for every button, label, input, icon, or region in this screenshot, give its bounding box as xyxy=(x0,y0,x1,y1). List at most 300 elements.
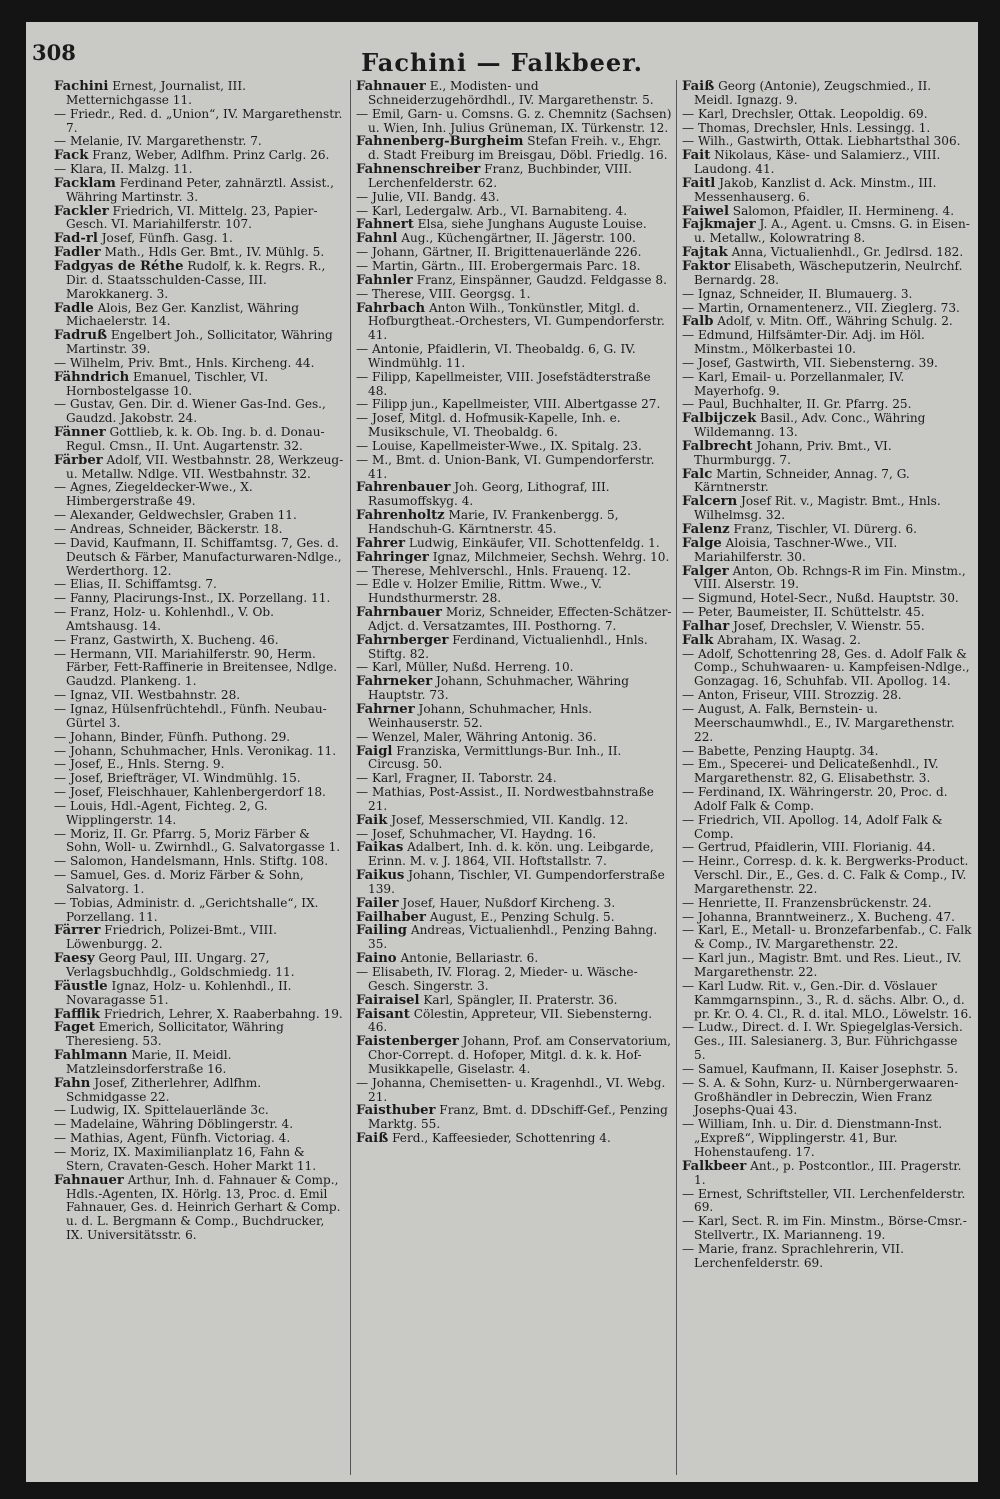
directory-entry xyxy=(54,149,344,163)
directory-entry xyxy=(682,648,972,690)
entry-details: Rudolf, k. k. Regrs. R., Dir. d. Staatsschulden-Casse, III. Marokkanerg. 3. xyxy=(66,258,326,301)
directory-entry xyxy=(682,924,972,952)
directory-entry xyxy=(356,191,672,205)
entry-details: — Elisabeth, IV. Florag. 2, Mieder- u. Wäsche-Gesch. Singerstr. 3. xyxy=(356,965,638,993)
entry-details: Salomon, Pfaidler, II. Hermineng. 4. xyxy=(728,203,955,218)
directory-entry xyxy=(356,246,672,260)
directory-entry xyxy=(54,426,344,454)
directory-entry xyxy=(682,495,972,523)
entry-surname: Failhaber xyxy=(356,909,426,925)
directory-entry xyxy=(54,828,344,856)
entry-details: Aug., Küchengärtner, II. Jägerstr. 100. xyxy=(397,231,636,246)
entry-details: — Karl, E., Metall- u. Bronzefarbenfab., C. Falk & Comp., IV. Margarethenstr. 22. xyxy=(682,923,972,952)
directory-entry xyxy=(682,592,972,606)
entry-surname: Fackler xyxy=(54,203,109,219)
entry-surname: Failing xyxy=(356,923,408,939)
entry-details: — Ignaz, VII. Westbahnstr. 28. xyxy=(54,688,241,703)
entry-details: — Edle v. Holzer Emilie, Rittm. Wwe., V. Hundsthurmerstr. 28. xyxy=(356,577,602,606)
directory-entry xyxy=(682,412,972,440)
entry-details: Antonie, Bellariastr. 6. xyxy=(396,951,539,966)
directory-entry xyxy=(682,80,972,108)
entry-surname: Fahlmann xyxy=(54,1048,128,1064)
entry-details: — Adolf, Schottenring 28, Ges. d. Adolf Falk & Comp., Schuhwaaren- u. Kampfeisen-Ndlge., Gonzagag. 16, Schuhfab. VII. Apollog. 14. xyxy=(682,646,970,689)
directory-entry xyxy=(356,440,672,454)
entry-details: Cölestin, Appreteur, VII. Siebensterng. 46. xyxy=(368,1006,653,1035)
entry-details: — August, A. Falk, Bernstein- u. Meerschaumwhdl., E., IV. Margarethenstr. 22. xyxy=(682,701,955,744)
entry-details: — Sigmund, Hotel-Secr., Nußd. Hauptstr. 30. xyxy=(682,591,959,606)
entry-details: — Alexander, Geldwechsler, Graben 11. xyxy=(54,508,297,523)
entry-surname: Faisthuber xyxy=(356,1103,436,1119)
directory-entry xyxy=(356,565,672,579)
entry-surname: Fadle xyxy=(54,300,94,316)
entry-details: Karl, Spängler, II. Praterstr. 36. xyxy=(419,992,618,1007)
directory-entry xyxy=(54,1008,344,1022)
entry-details: Friedrich, Polizei-Bmt., VIII. Löwenburgg. 2. xyxy=(66,923,277,952)
entry-surname: Fait xyxy=(682,148,711,164)
directory-entry xyxy=(682,980,972,1022)
directory-entry xyxy=(682,620,972,634)
entry-details: Adolf, VII. Westbahnstr. 28, Werkzeug- u. Metallw. Ndlge. VII. Westbahnstr. 32. xyxy=(66,452,344,481)
entry-details: — M., Bmt. d. Union-Bank, VI. Gumpendorferstr. 41. xyxy=(356,452,655,481)
entry-details: — Ernest, Schriftsteller, VII. Lerchenfelderstr. 69. xyxy=(682,1186,966,1215)
directory-entry xyxy=(356,869,672,897)
entry-surname: Fänner xyxy=(54,425,106,441)
entry-details: Johann, Schuhmacher, Währing Hauptstr. 73. xyxy=(368,674,629,703)
entry-surname: Falcern xyxy=(682,494,738,510)
entry-details: — Julie, VII. Bandg. 43. xyxy=(356,189,500,204)
entry-details: Josef, Hauer, Nußdorf Kircheng. 3. xyxy=(398,895,616,910)
directory-entry xyxy=(356,661,672,675)
directory-entry xyxy=(54,703,344,731)
directory-entry xyxy=(356,274,672,288)
directory-entry xyxy=(356,260,672,274)
directory-entry xyxy=(54,800,344,828)
entry-details: J. A., Agent. u. Cmsns. G. in Eisen- u. Metallw., Kolowratring 8. xyxy=(694,217,970,246)
directory-entry xyxy=(54,302,344,330)
entry-surname: Falge xyxy=(682,535,722,551)
entry-details: Ferd., Kaffeesieder, Schottenring 4. xyxy=(388,1131,611,1146)
directory-entry xyxy=(54,745,344,759)
entry-details: — Paul, Buchhalter, II. Gr. Pfarrg. 25. xyxy=(682,397,912,412)
column-divider xyxy=(350,80,351,1475)
directory-entry xyxy=(682,758,972,786)
directory-entry xyxy=(682,371,972,399)
entry-surname: Fahnl xyxy=(356,231,398,247)
entry-details: — Filipp, Kapellmeister, VIII. Josefstädterstraße 48. xyxy=(356,369,651,398)
entry-details: — Moriz, II. Gr. Pfarrg. 5, Moriz Färber & Sohn, Woll- u. Zwirnhdl., G. Salvatorgasse 1. xyxy=(54,826,341,855)
directory-entry xyxy=(356,537,672,551)
directory-entry xyxy=(54,246,344,260)
entry-surname: Fahnert xyxy=(356,217,414,233)
entry-details: — Karl, Ledergalw. Arb., VI. Barnabiteng. 4. xyxy=(356,203,628,218)
entry-details: Martin, Schneider, Annag. 7, G. Kärntnerstr. xyxy=(694,466,910,495)
entry-details: — Karl jun., Magistr. Bmt. und Res. Lieut., IV. Margarethenstr. 22. xyxy=(682,951,962,979)
entry-details: — Edmund, Hilfsämter-Dir. Adj. im Höl. Minstm., Mölkerbastei 10. xyxy=(682,328,925,357)
directory-entry xyxy=(356,1104,672,1132)
directory-entry xyxy=(356,786,672,814)
entry-details: Josef, Zitherlehrer, Adlfhm. Schmidgasse 22. xyxy=(66,1075,262,1104)
entry-details: Emanuel, Tischler, VI. Hornbostelgasse 10. xyxy=(66,369,269,398)
entry-details: — Franz, Gastwirth, X. Bucheng. 46. xyxy=(54,632,279,647)
entry-details: Friedrich, VI. Mittelg. 23, Papier-Gesch. VI. Mariahilferstr. 107. xyxy=(66,203,318,232)
entry-details: — Klara, II. Malzg. 11. xyxy=(54,162,193,177)
entry-details: — Josef, Schuhmacher, VI. Haydng. 16. xyxy=(356,826,597,841)
entry-details: Joh. Georg, Lithograf, III. Rasumoffskyg. 4. xyxy=(368,480,610,509)
directory-entry xyxy=(356,897,672,911)
entry-details: — Therese, Mehlverschl., Hnls. Frauenq. 12. xyxy=(356,563,631,578)
entry-details: — Em., Specerei- und Delicateßenhdl., IV. Margarethenstr. 82, G. Elisabethstr. 3. xyxy=(682,757,939,786)
entry-details: Aloisia, Taschner-Wwe., VII. Mariahilferstr. 30. xyxy=(694,535,898,564)
entry-details: Basil., Adv. Conc., Währing Wildemanng. 13. xyxy=(694,411,926,440)
entry-details: — Martin, Gärtn., III. Erobergermais Parc. 18. xyxy=(356,258,641,273)
entry-details: — Ludw., Direct. d. I. Wr. Spiegelglas-Versich. Ges., III. Salesianerg. 3, Bur. Führichgasse 5. xyxy=(682,1020,963,1063)
directory-entry xyxy=(682,745,972,759)
entry-details: — Ignaz, Hülsenfrüchtehdl., Fünfh. Neubau-Gürtel 3. xyxy=(54,701,327,730)
directory-entry xyxy=(356,731,672,745)
directory-entry xyxy=(682,329,972,357)
entry-details: Engelbert Joh., Sollicitator, Währing Martinstr. 39. xyxy=(66,328,333,357)
directory-entry xyxy=(682,108,972,122)
directory-entry xyxy=(54,772,344,786)
entry-details: — Heinr., Corresp. d. k. k. Bergwerks-Product. Verschl. Dir., E., Ges. d. C. Falk & Comp., IV. Margarethenstr. 22. xyxy=(682,854,969,896)
directory-entry xyxy=(356,509,672,537)
entry-details: Johann, Schuhmacher, Hnls. Weinhauserstr. 52. xyxy=(368,701,593,730)
entry-details: — Peter, Baumeister, II. Schüttelstr. 45. xyxy=(682,605,925,620)
directory-entry xyxy=(54,398,344,426)
entry-surname: Fahnler xyxy=(356,272,413,288)
directory-entry xyxy=(54,786,344,800)
directory-entry xyxy=(356,80,672,108)
directory-entry xyxy=(54,1021,344,1049)
directory-entry xyxy=(682,440,972,468)
entry-details: — Moriz, IX. Maximilianplatz 16, Fahn & Stern, Cravaten-Gesch. Hoher Markt 11. xyxy=(54,1144,317,1173)
directory-entry xyxy=(682,897,972,911)
entry-surname: Falk xyxy=(682,632,714,648)
entry-details: — Josef, Mitgl. d. Hofmusik-Kapelle, Inh. e. Musikschule, VI. Theobaldg. 6. xyxy=(356,411,621,440)
entry-surname: Faiwel xyxy=(682,203,729,219)
directory-entry xyxy=(54,897,344,925)
entry-details: Marie, II. Meidl. Matzleinsdorferstraße 16. xyxy=(66,1048,232,1076)
column-1 xyxy=(54,80,344,1480)
entry-surname: Fadruß xyxy=(54,328,107,344)
entry-details: — Ferdinand, IX. Währingerstr. 20, Proc. d. Adolf Falk & Comp. xyxy=(682,785,948,813)
entry-details: Adalbert, Inh. d. k. kön. ung. Leibgarde, Erinn. M. v. J. 1864, VII. Hoftstallstr. 7. xyxy=(368,840,654,869)
directory-entry xyxy=(356,745,672,773)
directory-entry xyxy=(356,1077,672,1105)
entry-details: — Johanna, Branntweinerz., X. Bucheng. 47. xyxy=(682,909,956,924)
entry-surname: Falbrecht xyxy=(682,438,753,454)
entry-details: Ignaz, Milchmeier, Sechsh. Wehrg. 10. xyxy=(428,549,670,564)
page-number: 308 xyxy=(32,40,76,65)
entry-details: — Andreas, Schneider, Bäckerstr. 18. xyxy=(54,522,283,536)
directory-entry xyxy=(682,855,972,897)
directory-entry xyxy=(356,343,672,371)
entry-details: Ferdinand, Victualienhdl., Hnls. Stiftg. 82. xyxy=(368,632,648,661)
entry-details: — Wilh., Gastwirth, Ottak. Liebhartsthal 306. xyxy=(682,134,961,149)
directory-entry xyxy=(54,924,344,952)
directory-entry xyxy=(54,509,344,523)
entry-details: — Gustav, Gen. Dir. d. Wiener Gas-Ind. Ges., Gaudzd. Jakobstr. 24. xyxy=(54,397,326,426)
directory-entry xyxy=(54,135,344,149)
entry-surname: Facklam xyxy=(54,175,116,191)
entry-surname: Falhar xyxy=(682,618,730,634)
entry-details: Franz, Bmt. d. DDschiff-Gef., Penzing Marktg. 55. xyxy=(368,1103,668,1132)
directory-entry xyxy=(682,1188,972,1216)
entry-details: — Ludwig, IX. Spittelauerlände 3c. xyxy=(54,1103,269,1118)
entry-surname: Falenz xyxy=(682,522,730,537)
entry-details: Anton Wilh., Tonkünstler, Mitgl. d. Hofburgtheat.-Orchesters, VI. Gumpendorferstr. 41. xyxy=(368,300,665,343)
entry-details: Elsa, siehe Junghans Auguste Louise. xyxy=(413,217,647,232)
directory-entry xyxy=(682,1243,972,1271)
directory-entry xyxy=(356,108,672,136)
directory-entry xyxy=(682,177,972,205)
entry-details: Ernest, Journalist, III. Metternichgasse 11. xyxy=(66,80,246,107)
entry-details: Georg (Antonie), Zeugschmied., II. Meidl. Ignazg. 9. xyxy=(694,80,932,107)
entry-surname: Fahn xyxy=(54,1075,91,1091)
entry-details: Franz, Weber, Adlfhm. Prinz Carlg. 26. xyxy=(88,148,330,163)
directory-entry xyxy=(54,855,344,869)
directory-entry xyxy=(682,1215,972,1243)
directory-entry xyxy=(682,1077,972,1119)
directory-entry xyxy=(682,260,972,288)
directory-entry xyxy=(54,454,344,482)
entry-details: Elisabeth, Wäscheputzerin, Neulrchf. Bernardg. 28. xyxy=(694,258,963,287)
entry-surname: Fairaisel xyxy=(356,992,420,1008)
column-divider xyxy=(676,80,677,1475)
entry-details: Josef, Fünfh. Gasg. 1. xyxy=(97,231,233,246)
entry-details: — Mathias, Agent, Fünfh. Victoriag. 4. xyxy=(54,1131,291,1146)
directory-entry xyxy=(54,758,344,772)
entry-details: Stefan Freih. v., Ehgr. d. Stadt Freiburg im Breisgau, Döbl. Friedlg. 16. xyxy=(368,134,668,163)
directory-entry xyxy=(356,1132,672,1146)
entry-surname: Fadler xyxy=(54,245,101,261)
directory-entry xyxy=(54,1118,344,1132)
entry-details: Anton, Ob. Rchngs-R im Fin. Minstm., VIII. Alserstr. 19. xyxy=(694,563,966,592)
directory-entry xyxy=(54,232,344,246)
directory-entry xyxy=(54,357,344,371)
directory-entry xyxy=(356,911,672,925)
entry-surname: Fahnauer xyxy=(54,1172,124,1188)
directory-entry xyxy=(356,205,672,219)
entry-surname: Fahrer xyxy=(356,535,406,551)
entry-details: — David, Kaufmann, II. Schiffamtsg. 7, Ges. d. Deutsch & Färber, Manufacturwaren-Ndlge., Werderthorg. 12. xyxy=(54,535,342,578)
directory-entry xyxy=(356,924,672,952)
directory-entry xyxy=(356,412,672,440)
directory-entry xyxy=(356,952,672,966)
directory-entry xyxy=(682,302,972,316)
directory-entry xyxy=(682,703,972,745)
entry-details: Josef Rit. v., Magistr. Bmt., Hnls. Wilhelmsg. 32. xyxy=(694,494,941,523)
entry-details: August, E., Penzing Schulg. 5. xyxy=(425,909,615,924)
entry-surname: Fahrbach xyxy=(356,300,426,316)
directory-entry xyxy=(682,122,972,136)
entry-details: — Agnes, Ziegeldecker-Wwe., X. Himbergerstraße 49. xyxy=(54,480,253,509)
entry-details: E., Modisten- und Schneiderzugehördhdl., IV. Margarethenstr. 5. xyxy=(368,80,654,107)
entry-details: — Karl, Fragner, II. Taborstr. 24. xyxy=(356,771,557,786)
entry-details: — Thomas, Drechsler, Hnls. Lessingg. 1. xyxy=(682,120,931,135)
entry-surname: Fahrenbauer xyxy=(356,480,451,496)
directory-entry xyxy=(54,205,344,233)
directory-entry xyxy=(682,1021,972,1063)
entry-surname: Fajtak xyxy=(682,245,728,261)
directory-entry xyxy=(682,357,972,371)
directory-entry xyxy=(682,1160,972,1188)
directory-entry xyxy=(54,1174,344,1243)
directory-entry xyxy=(54,481,344,509)
entry-surname: Fahrnberger xyxy=(356,632,449,648)
entry-details: Ferdinand Peter, zahnärztl. Assist., Währing Martinstr. 3. xyxy=(66,175,334,204)
directory-entry xyxy=(682,814,972,842)
directory-entry xyxy=(356,828,672,842)
directory-entry xyxy=(54,1049,344,1077)
entry-details: — Melanie, IV. Margarethenstr. 7. xyxy=(54,134,262,149)
entry-details: Johann, Tischler, VI. Gumpendorferstraße 139. xyxy=(368,868,665,896)
entry-details: — Johann, Gärtner, II. Brigittenauerlände 226. xyxy=(356,245,642,260)
directory-entry xyxy=(54,108,344,136)
directory-entry xyxy=(356,675,672,703)
directory-entry xyxy=(682,218,972,246)
entry-details: Emerich, Sollicitator, Währing Theresieng. 53. xyxy=(66,1020,284,1049)
entry-details: — Josef, Gastwirth, VII. Siebensterng. 39. xyxy=(682,355,938,370)
directory-entry xyxy=(356,814,672,828)
entry-surname: Faktor xyxy=(682,258,731,274)
entry-surname: Färber xyxy=(54,452,103,468)
entry-details: Abraham, IX. Wasag. 2. xyxy=(713,632,861,647)
entry-details: Ant., p. Postcontlor., III. Pragerstr. 1. xyxy=(694,1158,962,1187)
entry-surname: Fafflik xyxy=(54,1006,101,1022)
directory-entry xyxy=(54,1132,344,1146)
directory-entry xyxy=(682,246,972,260)
directory-entry xyxy=(54,260,344,302)
directory-entry xyxy=(54,163,344,177)
directory-entry xyxy=(356,772,672,786)
entry-details: — Mathias, Post-Assist., II. Nordwestbahnstraße 21. xyxy=(356,785,654,813)
directory-entry xyxy=(682,911,972,925)
entry-details: Franz, Buchbinder, VIII. Lerchenfelderstr. 62. xyxy=(368,162,632,190)
entry-details: — Karl, Drechsler, Ottak. Leopoldig. 69. xyxy=(682,106,928,121)
directory-entry xyxy=(682,468,972,496)
entry-details: Andreas, Victualienhdl., Penzing Bahng. 35. xyxy=(368,923,658,952)
entry-details: Anna, Victualienhdl., Gr. Jedlrsd. 182. xyxy=(727,245,964,260)
entry-details: — Gertrud, Pfaidlerin, VIII. Florianig. 44. xyxy=(682,840,936,855)
entry-details: Gottlieb, k. k. Ob. Ing. b. d. Donau-Regul. Cmsn., II. Unt. Augartenstr. 32. xyxy=(66,425,325,453)
entry-details: — Fanny, Placirungs-Inst., IX. Porzellang. 11. xyxy=(54,591,331,606)
entry-details: Nikolaus, Käse- und Salamierz., VIII. Laudong. 41. xyxy=(694,148,941,177)
directory-entry xyxy=(356,481,672,509)
directory-entry xyxy=(54,606,344,634)
directory-entry xyxy=(54,1077,344,1105)
directory-entry xyxy=(356,288,672,302)
directory-entry xyxy=(54,177,344,205)
entry-details: Johann, Prof. am Conservatorium, Chor-Corrept. d. Hofoper, Mitgl. d. k. k. Hof-Musikkapelle, Giselastr. 4. xyxy=(368,1034,671,1076)
entry-details: Ignaz, Holz- u. Kohlenhdl., II. Novaragasse 51. xyxy=(66,978,292,1007)
entry-details: Franziska, Vermittlungs-Bur. Inh., II. Circusg. 50. xyxy=(368,743,622,772)
directory-entry xyxy=(54,731,344,745)
entry-surname: Faiß xyxy=(682,80,715,94)
directory-entry xyxy=(682,205,972,219)
entry-surname: Faistenberger xyxy=(356,1034,459,1050)
entry-details: — Friedr., Red. d. „Union“, IV. Margarethenstr. 7. xyxy=(54,106,343,135)
entry-surname: Faino xyxy=(356,951,397,967)
entry-details: — Samuel, Kaufmann, II. Kaiser Josephstr. 5. xyxy=(682,1061,958,1076)
entry-surname: Fahnenschreiber xyxy=(356,162,481,178)
directory-entry xyxy=(356,841,672,869)
entry-surname: Fadgyas de Réthe xyxy=(54,258,184,274)
entry-surname: Faik xyxy=(356,812,388,828)
directory-entry xyxy=(682,1118,972,1160)
directory-entry xyxy=(54,648,344,690)
directory-entry xyxy=(54,537,344,579)
directory-entry xyxy=(356,454,672,482)
entry-details: — Karl Ludw. Rit. v., Gen.-Dir. d. Vöslauer Kammgarnspinn., 3., R. d. sächs. Albr. O., d. pr. Kr. O. 4. Cl., R. d. ital. MLO., Löwelstr. 16. xyxy=(682,978,972,1021)
directory-entry xyxy=(682,606,972,620)
entry-details: Friedrich, Lehrer, X. Raaberbahng. 19. xyxy=(100,1006,343,1021)
entry-surname: Falbijczek xyxy=(682,411,757,427)
entry-surname: Fäustle xyxy=(54,978,108,994)
entry-surname: Faigl xyxy=(356,743,393,759)
entry-details: — Elias, II. Schiffamtsg. 7. xyxy=(54,577,217,592)
entry-details: — Emil, Garn- u. Comsns. G. z. Chemnitz (Sachsen) u. Wien, Inh. Julius Grüneman, IX. Türkenstr. 12. xyxy=(356,106,672,135)
entry-details: — Salomon, Handelsmann, Hnls. Stiftg. 108. xyxy=(54,854,329,869)
directory-entry xyxy=(682,135,972,149)
directory-entry xyxy=(356,135,672,163)
directory-entry xyxy=(54,1146,344,1174)
entry-details: — Henriette, II. Franzensbrückenstr. 24. xyxy=(682,895,932,910)
directory-entry xyxy=(356,302,672,344)
entry-surname: Faesy xyxy=(54,951,95,967)
entry-surname: Fahnenberg-Burgheim xyxy=(356,134,524,150)
directory-entry xyxy=(682,149,972,177)
entry-details: Math., Hdls Ger. Bmt., IV. Mühlg. 5. xyxy=(100,245,325,260)
entry-details: Josef, Messerschmied, VII. Kandlg. 12. xyxy=(387,812,629,827)
entry-details: — Antonie, Pfaidlerin, VI. Theobaldg. 6, G. IV. Windmühlg. 11. xyxy=(356,342,636,370)
entry-surname: Faiß xyxy=(356,1131,389,1147)
directory-entry xyxy=(682,315,972,329)
entry-details: — Johann, Schuhmacher, Hnls. Veronikag. 11. xyxy=(54,743,337,758)
directory-entry xyxy=(54,523,344,537)
entry-surname: Fahrneker xyxy=(356,674,433,690)
entry-details: — Karl, Müller, Nußd. Herreng. 10. xyxy=(356,660,574,675)
directory-entry xyxy=(682,952,972,980)
entry-surname: Falger xyxy=(682,563,729,579)
directory-entry xyxy=(54,329,344,357)
directory-entry xyxy=(356,703,672,731)
directory-entry xyxy=(356,1008,672,1036)
entry-surname: Fajkmajer xyxy=(682,217,756,233)
entry-details: — Babette, Penzing Hauptg. 34. xyxy=(682,743,879,758)
entry-details: Ludwig, Einkäufer, VII. Schottenfeldg. 1. xyxy=(405,535,660,550)
entry-details: — Madelaine, Währing Döblingerstr. 4. xyxy=(54,1117,294,1132)
entry-surname: Färrer xyxy=(54,923,101,939)
column-3 xyxy=(682,80,972,1480)
entry-details: — Wenzel, Maler, Währing Antonig. 36. xyxy=(356,729,597,744)
directory-entry xyxy=(356,966,672,994)
running-title: Fachini — Falkbeer. xyxy=(361,48,643,77)
entry-details: — Josef, Fleischhauer, Kahlenbergerdorf 18. xyxy=(54,785,326,800)
directory-entry xyxy=(356,994,672,1008)
directory-entry xyxy=(682,786,972,814)
entry-surname: Faitl xyxy=(682,175,716,191)
entry-details: Franz, Tischler, VI. Dürerg. 6. xyxy=(729,522,917,536)
directory-entry xyxy=(54,371,344,399)
entry-details: — S. A. & Sohn, Kurz- u. Nürnbergerwaaren-Großhändler in Debreczin, Wien Franz Josephs-Quai 43. xyxy=(682,1075,959,1118)
directory-entry xyxy=(356,371,672,399)
entry-surname: Fachini xyxy=(54,80,109,94)
directory-entry xyxy=(54,980,344,1008)
entry-surname: Fahrnbauer xyxy=(356,605,443,621)
entry-details: — Franz, Holz- u. Kohlenhdl., V. Ob. Amtshausg. 14. xyxy=(54,605,274,633)
entry-surname: Faikas xyxy=(356,840,404,856)
